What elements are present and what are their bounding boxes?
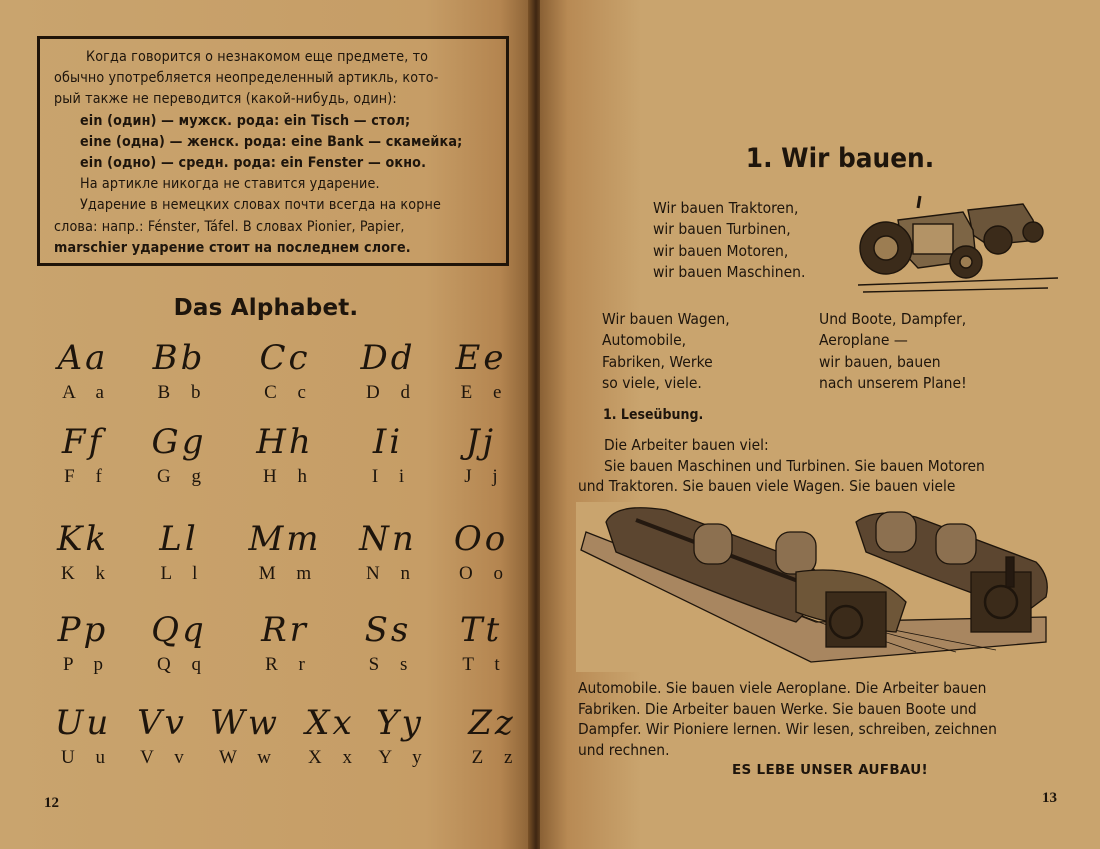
alphabet-letter-v [122,705,202,769]
rule-line: На артикле никогда не ставится ударение. [80,176,380,193]
print-letter: L l [160,563,206,584]
script-letter: Bb [152,338,206,378]
print-letter: Y y [378,747,430,768]
script-letter: Gg [151,422,207,462]
verse-line: Aeroplane — [819,331,908,350]
script-letter: Rr [261,610,309,650]
print-letter: N n [366,563,418,584]
verse-line: Automobile, [602,331,687,350]
prose-line: und rechnen. [578,740,670,759]
print-letter: X x [308,747,360,768]
verse-line: so viele, viele. [602,373,702,392]
alphabet-letter-p [43,612,123,676]
alphabet-letter-f [43,424,123,488]
print-letter: G g [157,466,209,487]
rule-line: слова: напр.: Fénster, Táfel. В словах Pionier, Papier, [54,218,405,235]
script-letter: Ww [209,703,281,743]
print-letter: H h [263,466,315,487]
alphabet-letter-j [441,424,521,488]
verse-line: wir bauen Motoren, [653,241,789,260]
verse-line: wir bauen Maschinen. [653,262,806,281]
alphabet-letter-q [139,612,219,676]
exercise-heading: 1. Leseübung. [603,407,704,423]
script-letter: Ff [61,422,105,462]
alphabet-letter-b [139,340,219,404]
print-letter: B b [157,382,209,403]
alphabet-letter-u [43,705,123,769]
prose-line: Automobile. Sie bauen viele Aeroplane. Die Arbeiter bauen [578,679,987,697]
print-letter: J j [464,466,506,487]
script-letter: Hh [256,422,314,462]
alphabet-letter-r [245,612,325,676]
rule-line: Ударение в немецких словах почти всегда на корне [80,197,441,214]
alphabet-letter-e [441,340,521,404]
alphabet-letter-n [348,521,428,585]
verse-line: wir bauen Turbinen, [653,220,791,239]
script-letter: Mm [248,519,322,559]
alphabet-letter-o [441,521,521,585]
rule-line: Когда говорится о незнакомом еще предмете, то [86,49,429,65]
verse-stanza-3 [819,309,967,394]
script-letter: Tt [459,610,503,650]
alphabet-letter-z [452,705,532,769]
alphabet-letter-t [441,612,521,676]
script-letter: Zz [468,703,516,743]
script-letter: Ii [372,422,404,462]
grammar-rule-box [37,36,509,266]
print-letter: F f [64,466,110,487]
lesson-title: 1. Wir bauen. [745,143,935,174]
alphabet-letter-a [43,340,123,404]
prose-line: Die Arbeiter bauen viel: [604,436,769,454]
prose-line: und Traktoren. Sie bauen viele Wagen. Sie bauen viele [578,477,956,495]
verse-line: Und Boote, Dampfer, [819,310,967,328]
alphabet-letter-s [348,612,428,676]
alphabet-letter-g [139,424,219,488]
rule-line: eine (одна) — женск. рода: eine Bank — скамейка; [80,133,463,150]
alphabet-letter-i [348,424,428,488]
left-page [0,0,532,849]
script-letter: Jj [465,422,497,462]
tractors-drawing [858,190,1058,300]
script-letter: Pp [57,610,109,650]
script-letter: Kk [56,519,109,559]
print-letter: A a [62,382,112,403]
verse-line: wir bauen, bauen [819,352,941,371]
print-letter: Q q [157,654,209,675]
script-letter: Aa [57,338,109,378]
script-letter: Ll [159,519,199,559]
alphabet-title: Das Alphabet. [173,295,359,321]
script-letter: Vv [137,703,187,743]
print-letter: I i [371,466,413,487]
script-letter: Oo [453,519,509,559]
alphabet-letter-w [205,705,285,769]
print-letter: W w [218,747,280,768]
alphabet-letter-k [43,521,123,585]
verse-line: Wir bauen Wagen, [602,310,730,328]
reading-text-part-2 [578,678,1058,760]
rule-line: рый также не переводится (какой-нибудь, один): [54,91,397,108]
script-letter: Cc [259,338,311,378]
script-letter: Xx [305,703,355,743]
script-letter: Nn [359,519,417,559]
verse-line: Wir bauen Traktoren, [653,199,799,217]
page-number-left: 12 [44,795,59,811]
rule-line: marschier ударение стоит на последнем слоге. [54,239,411,256]
verse-line: nach unserem Plane! [819,373,967,392]
verse-line: Fabriken, Werke [602,352,713,371]
script-letter: Dd [360,338,416,378]
prose-line: Fabriken. Die Arbeiter bauen Werke. Sie bauen Boote und [578,699,977,718]
alphabet-letter-l [139,521,219,585]
page-number-right: 13 [1042,790,1057,806]
print-letter: O o [459,563,511,584]
script-letter: Yy [376,703,424,743]
script-letter: Ee [455,338,507,378]
turbines-drawing [576,502,1060,672]
verse-stanza-2 [602,309,730,394]
print-letter: E e [460,382,510,403]
alphabet-letter-c [245,340,325,404]
script-letter: Uu [54,703,112,743]
print-letter: S s [368,654,416,675]
print-letter: K k [61,563,113,584]
alphabet-letter-d [348,340,428,404]
print-letter: P p [62,654,112,675]
print-letter: M m [258,563,320,584]
script-letter: Qq [151,610,207,650]
rule-line: ein (одно) — средн. рода: ein Fenster — окно. [80,155,427,172]
slogan: ES LEBE UNSER AUFBAU! [732,762,928,778]
rule-line: ein (один) — мужск. рода: ein Tisch — стол; [80,112,411,129]
reading-text-part-1 [578,435,1058,497]
print-letter: Z z [471,747,521,768]
print-letter: T t [462,654,508,675]
alphabet-letter-m [245,521,325,585]
alphabet-letter-x [290,705,370,769]
verse-stanza-1 [653,198,805,283]
print-letter: U u [61,747,113,768]
print-letter: D d [366,382,418,403]
print-letter: C c [264,382,314,403]
script-letter: Ss [364,610,412,650]
prose-line: Sie bauen Maschinen und Turbinen. Sie bauen Motoren [604,456,985,475]
right-page [540,0,1100,849]
rule-line: обычно употребляется неопределенный артикль, кото- [54,70,439,87]
alphabet-letter-y [360,705,440,769]
print-letter: R r [265,654,313,675]
alphabet-letter-h [245,424,325,488]
print-letter: V v [140,747,192,768]
prose-line: Dampfer. Wir Pioniere lernen. Wir lesen, schreiben, zeichnen [578,720,997,738]
